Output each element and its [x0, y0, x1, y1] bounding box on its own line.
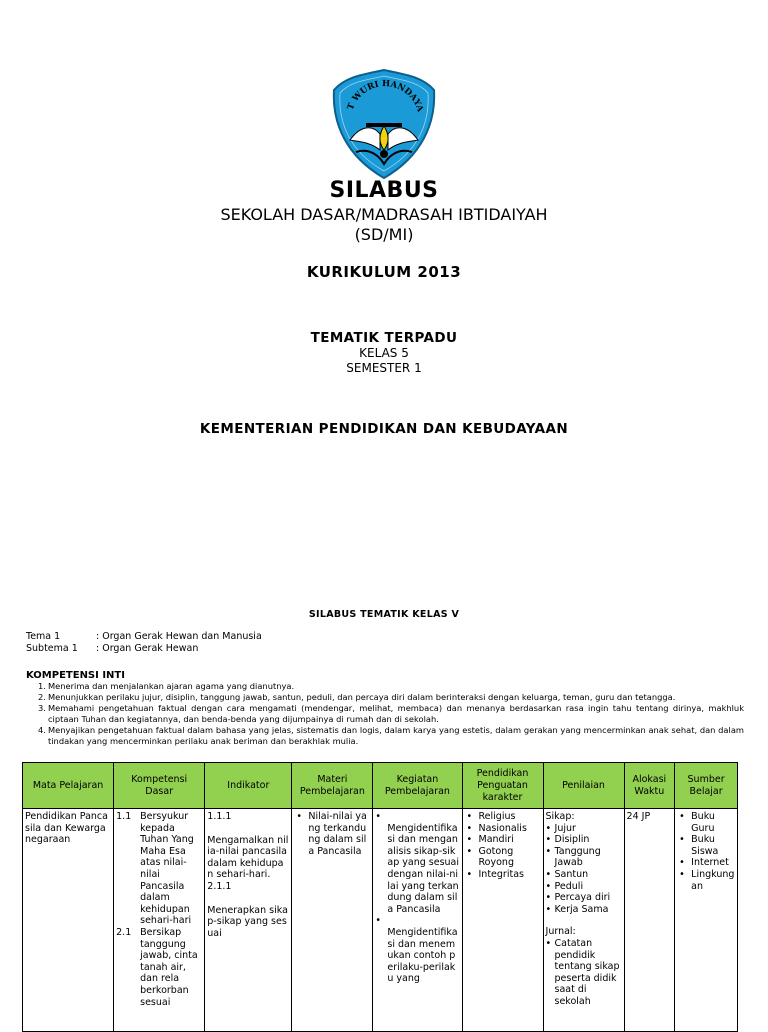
ki-item: 4. Menyajikan pengetahuan faktual dalam bahasa yang jelas, sistematis dan logis, dalam karya yang estetis, dalam gerakan yang mencerminkan anak sehat, dan dalam tindakan yang mencerminkan perilaku anak beriman dan berakhlak mulia. [38, 725, 744, 746]
sikap-item: • Disiplin [546, 834, 622, 846]
sikap-item: • Kerja Sama [546, 904, 622, 916]
syllabus-table [22, 762, 738, 1032]
subject-title: TEMATIK TERPADU [310, 330, 458, 346]
sikap-label: Sikap: [545, 811, 575, 822]
tut-wuri-handayani-logo [330, 68, 438, 180]
materi-list [294, 811, 370, 857]
kegiatan-bullet: • [375, 915, 381, 927]
table-row [23, 809, 738, 1032]
svg-text:TUT WURI HANDAYANI: T WURI HANDAYA [345, 79, 425, 114]
sikap-item: • Peduli [546, 881, 622, 893]
sikap-list [546, 823, 622, 916]
indikator-text: Menerapkan sikap-sikap yang sesuai [207, 904, 288, 939]
document-title: SILABUS [329, 178, 439, 203]
ppk-list [465, 811, 541, 881]
curriculum-title: KURIKULUM 2013 [306, 263, 462, 281]
cell-sumber [675, 809, 738, 1032]
ki-item: 3. Memahami pengetahuan faktual dengan cara mengamati (mendengar, melihat, membaca) dan menanya berdasarkan rasa ingin tahu tentang dirinya, makhluk ciptaan Tuhan dan kegiatannya, dan benda-benda yang dijumpainya di rumah dan di sekolah. [38, 703, 744, 724]
ki-item: 1. Menerima dan menjalankan ajaran agama yang dianutnya. [38, 681, 295, 691]
table-header-row [23, 763, 738, 809]
ministry-title: KEMENTERIAN PENDIDIKAN DAN KEBUDAYAAN [199, 421, 569, 437]
tema-line [26, 631, 262, 642]
tema-label: Tema 1 [26, 631, 61, 642]
header-ppk: Pendidikan Penguatan karakter [462, 763, 543, 809]
sumber-item: • Lingkungan [677, 869, 735, 892]
school-line-1: SEKOLAH DASAR/MADRASAH IBTIDAIYAH [220, 205, 548, 224]
tema-value: : Organ Gerak Hewan dan Manusia [96, 631, 262, 642]
ppk-item: • Integritas [465, 869, 541, 881]
header-kegiatan: Kegiatan Pembelajaran [373, 763, 462, 809]
cell-kd [114, 809, 205, 1032]
cell-alokasi: 24 JP [624, 809, 675, 1032]
indikator-num: 1.1.1 [207, 811, 232, 822]
jurnal-label: Jurnal: [545, 926, 576, 938]
jurnal-list [546, 938, 622, 1008]
header-materi: Materi Pembelajaran [292, 763, 373, 809]
ki-item: 2. Menunjukkan perilaku jujur, disiplin, tanggung jawab, santun, peduli, dan percaya diri dalam berinteraksi dengan keluarga, teman, guru dan tetangga. [38, 692, 676, 702]
sumber-item: • Buku Guru [677, 811, 735, 834]
sumber-list [677, 811, 735, 892]
indikator-text: Mengamalkan nilia-nilai pancasila dalam kehidupan sehari-hari. [207, 834, 289, 881]
ki-list [26, 681, 744, 747]
sikap-item: • Jujur [546, 823, 622, 835]
sikap-item: • Tanggung Jawab [546, 846, 622, 869]
subtema-label: Subtema 1 [26, 643, 78, 654]
header-indikator: Indikator [205, 763, 292, 809]
school-line-2: (SD/MI) [354, 225, 414, 244]
header-penilaian: Penilaian [543, 763, 624, 809]
sumber-item: • Internet [677, 857, 735, 869]
indikator-num: 2.1.1 [207, 880, 232, 892]
ppk-item: • Nasionalis [465, 823, 541, 835]
ppk-item: • Mandiri [465, 834, 541, 846]
cell-ppk [462, 809, 543, 1032]
subtema-value: : Organ Gerak Hewan [96, 643, 199, 654]
semester-label: SEMESTER 1 [346, 361, 422, 375]
grade-label: KELAS 5 [359, 346, 409, 360]
cell-penilaian [543, 809, 624, 1032]
sikap-item: • Percaya diri [546, 892, 622, 904]
materi-item: • Nilai-nilai yang terkandung dalam sila Pancasila [294, 811, 370, 857]
kegiatan-bullet: • [375, 811, 381, 822]
cell-materi [292, 809, 373, 1032]
header-alokasi: Alokasi Waktu [624, 763, 675, 809]
cell-kegiatan [373, 809, 462, 1032]
header-kd: Kompetensi Dasar [114, 763, 205, 809]
sikap-item: • Santun [546, 869, 622, 881]
kegiatan-item: Mengidentifikasi dan menemukan contoh perilaku-perilaku yang [387, 926, 458, 985]
ppk-item: • Gotong Royong [465, 846, 541, 869]
kegiatan-item: Mengidentifikasi dan menganalisis sikap-sikap yang sesuai dengan nilai-nilai yang terkandung dalam sila Pancasila [387, 822, 460, 915]
ppk-item: • Religius [465, 811, 541, 823]
kd-item: 1.1 Bersyukur kepada Tuhan Yang Maha Esa atas nilai-nilai Pancasila dalam kehidupan sehari-hari [116, 811, 194, 927]
sumber-item: • Buku Siswa [677, 834, 735, 857]
header-mapel: Mata Pelajaran [23, 763, 114, 809]
cell-mapel: Pendidikan Pancasila dan Kewarganegaraan [23, 809, 114, 1032]
cell-indikator [205, 809, 292, 1032]
header-sumber: Sumber Belajar [675, 763, 738, 809]
ki-title: KOMPETENSI INTI [26, 670, 125, 681]
section-title: SILABUS TEMATIK KELAS V [308, 609, 460, 620]
jurnal-item: • Catatan pendidik tentang sikap peserta didik saat di sekolah [546, 938, 622, 1008]
subtema-line [26, 643, 198, 654]
kd-item: 2.1 Bersikap tanggung jawab, cinta tanah air, dan rela berkorban sesuai [116, 926, 198, 1008]
